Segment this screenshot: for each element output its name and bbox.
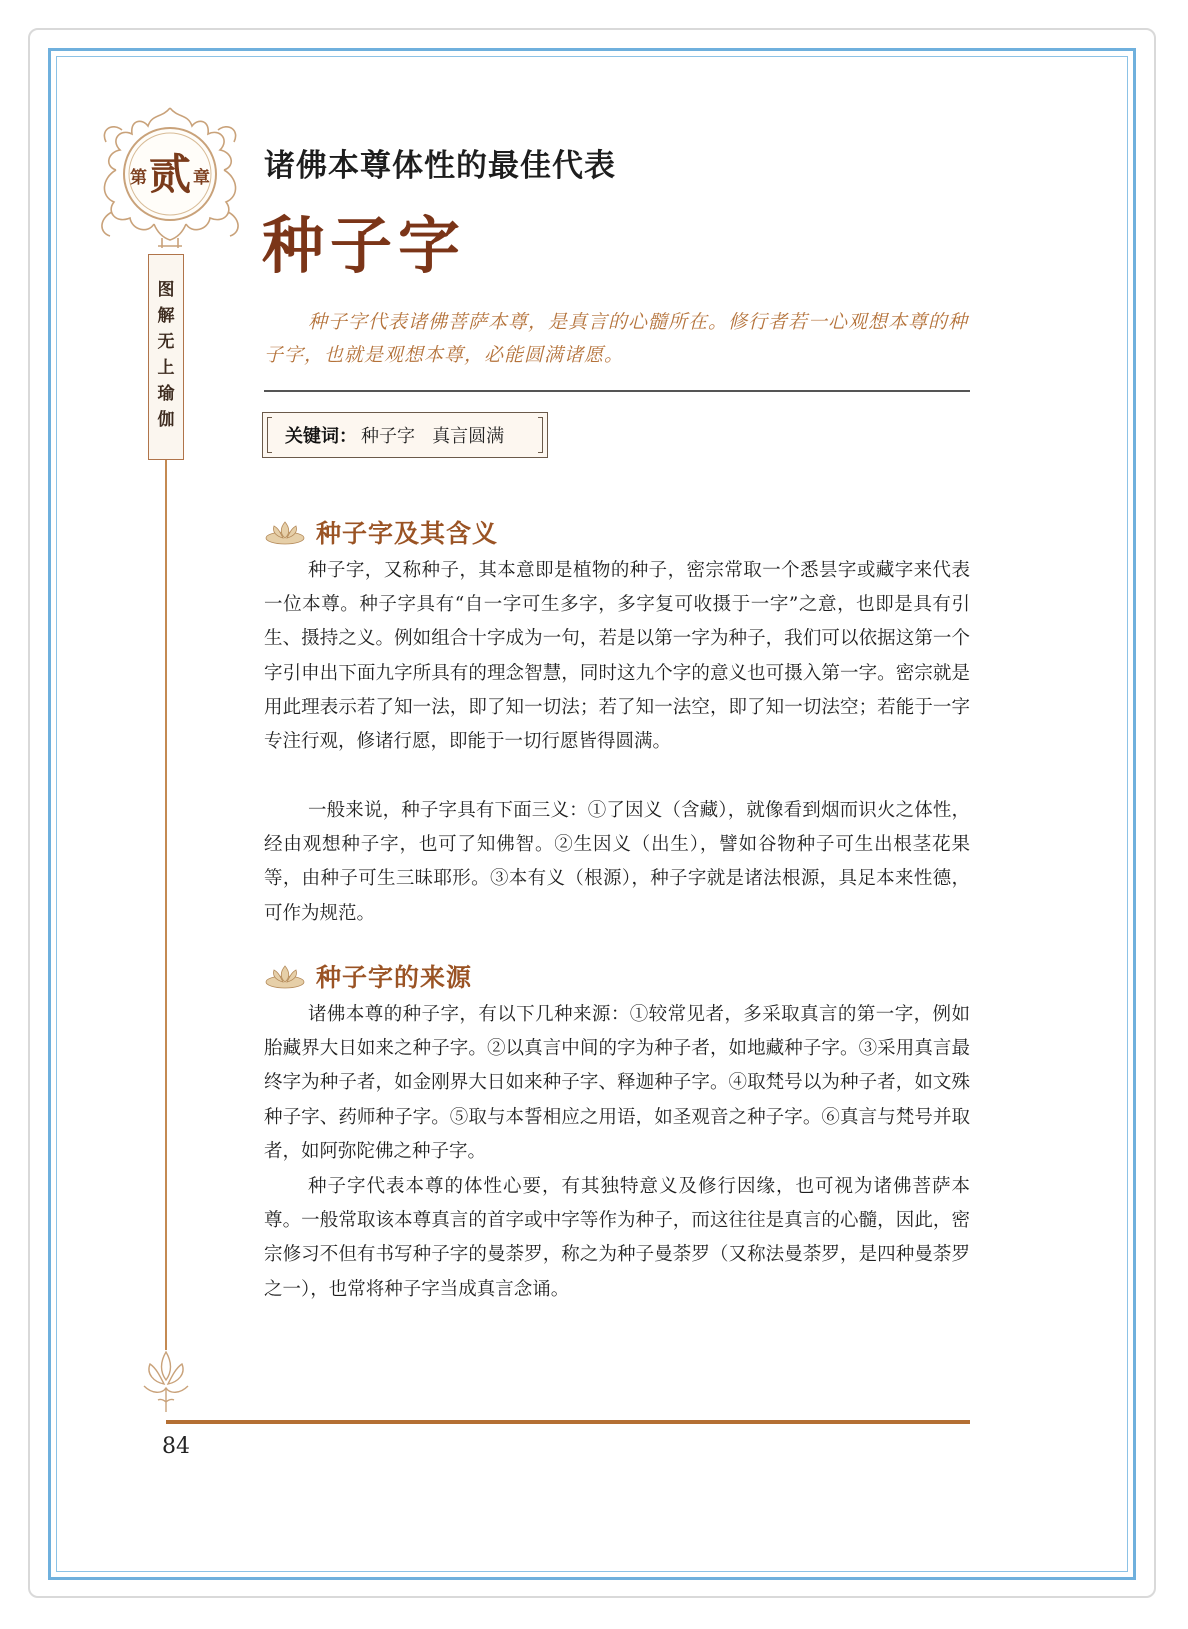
intro-text: 种子字代表诸佛菩萨本尊，是真言的心髓所在。修行者若一心观想本尊的种子字，也就是观想本尊，必能圆满诸愿。 [264, 311, 969, 366]
side-tab-char: 伽 [157, 410, 175, 430]
lotus-ornament-icon [136, 1346, 196, 1416]
side-tab-char: 瑜 [157, 384, 175, 404]
chapter-label [130, 146, 210, 204]
intro-divider [264, 390, 970, 392]
paragraph: 种子字，又称种子，其本意即是植物的种子，密宗常取一个悉昙字或藏字来代表一位本尊。种子字具有“自一字可生多字，多字复可收摄于一字”之意，也即是具有引生、摄持之义。例如组合十字成为一句，若是以第一字为种子，我们可以依据这第一个字引申出下面九字所具有的理念智慧，同时这九个字的意义也可摄入第一字。密宗就是用此理表示若了知一法，即了知一切法；若了知一法空，即了知一切法空；若能于一字专注行观，修诸行愿，即能于一切行愿皆得圆满。 [264, 560, 970, 753]
chapter-number: 贰 [149, 150, 192, 199]
page-subtitle: 诸佛本尊体性的最佳代表 [264, 148, 616, 184]
paragraph: 诸佛本尊的种子字，有以下几种来源：①较常见者，多采取真言的第一字，例如胎藏界大日如来之种子字。②以真言中间的字为种子者，如地藏种子字。③采用真言最终字为种子者，如金刚界大日如来种子字、释迦种子字。④取梵号以为种子者，如文殊种子字、药师种子字。⑤取与本誓相应之用语，如圣观音之种子字。⑥真言与梵号并取者，如阿弥陀佛之种子字。 [264, 1004, 970, 1162]
keywords-box [262, 412, 548, 458]
side-tab-char: 图 [157, 280, 175, 300]
section-heading-text: 种子字及其含义 [316, 519, 499, 548]
book-title-side-tab [148, 254, 184, 460]
keywords-value: 种子字 真言圆满 [361, 426, 505, 447]
paragraph: 一般来说，种子字具有下面三义：①了因义（含藏），就像看到烟而识火之体性，经由观想种子字，也可了知佛智。②生因义（出生），譬如谷物种子可生出根茎花果等，由种子可生三昧耶形。③本有义（根源），种子字就是诸法根源，具足本来性德，可作为规范。 [264, 800, 970, 924]
section-heading-source [264, 958, 472, 994]
section-heading-meaning [264, 514, 498, 550]
page-title: 种子字 [262, 209, 467, 282]
chapter-suffix: 章 [193, 167, 211, 188]
side-tab-char: 上 [157, 358, 175, 378]
section-heading-text: 种子字的来源 [316, 963, 473, 992]
lotus-icon [264, 962, 306, 990]
chapter-prefix: 第 [130, 167, 147, 188]
page-number: 84 [162, 1434, 190, 1459]
side-tab-char: 解 [157, 306, 175, 326]
footer-rule [166, 1420, 970, 1424]
keywords-label: 关键词： [285, 426, 357, 447]
lotus-icon [264, 518, 306, 546]
side-vertical-rule [165, 460, 167, 1350]
side-tab-char: 无 [157, 332, 175, 352]
paragraph: 种子字代表本尊的体性心要，有其独特意义及修行因缘，也可视为诸佛菩萨本尊。一般常取该本尊真言的首字或中字等作为种子，而这往往是真言的心髓，因此，密宗修习不但有书写种子字的曼荼罗，称之为种子曼荼罗（又称法曼荼罗，是四种曼荼罗之一），也常将种子字当成真言念诵。 [264, 1176, 970, 1300]
